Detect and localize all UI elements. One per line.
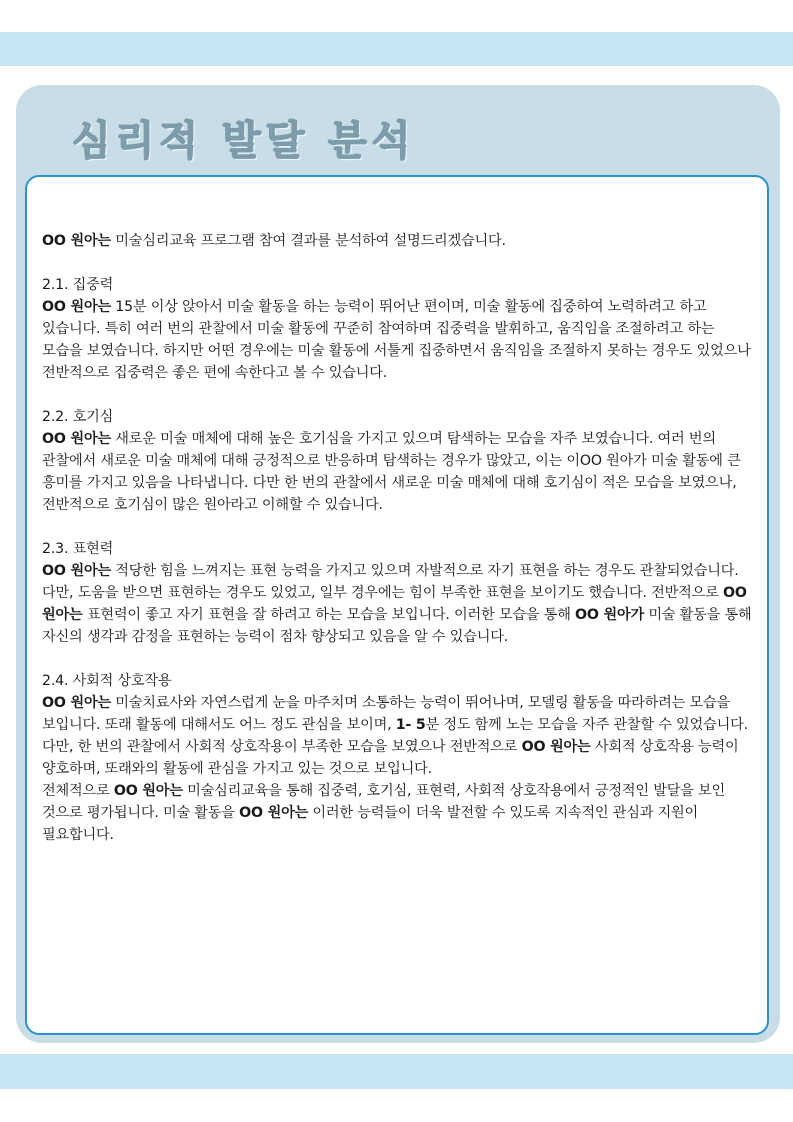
section-paragraph xyxy=(42,560,758,648)
duration-range: 1- 5 xyxy=(395,717,426,733)
section-text: 표현력이 좋고 자기 표현을 잘 하려고 하는 모습을 보입니다. 이러한 모습을 통해 xyxy=(82,607,576,623)
intro-subject: OO 원아는 xyxy=(42,233,111,249)
closing-text: 이러한 능력들이 더욱 발전할 수 있도록 지속적인 관심과 지원이 필요합니다. xyxy=(42,805,699,843)
section-subject-inline: OO 원아가 xyxy=(575,607,645,623)
bottom-decorative-band xyxy=(0,1054,793,1089)
section-subject: OO 원아는 xyxy=(42,431,111,447)
section-paragraph xyxy=(42,428,758,516)
section-text: 미술치료사와 자연스럽게 눈을 마주치며 소통하는 능력이 뛰어나며, 모델링 활동을 따라하려는 모습을 보입니다. 또래 활동에 대해서도 어느 정도 관심을 보이며, xyxy=(42,695,730,733)
section-concentration xyxy=(42,274,758,384)
section-curiosity xyxy=(42,406,758,516)
top-decorative-band xyxy=(0,32,793,66)
closing-text: 전체적으로 xyxy=(42,783,114,799)
section-heading: 2.4. 사회적 상호작용 xyxy=(42,673,172,689)
closing-paragraph xyxy=(42,780,758,846)
section-text: 분 정도 함께 노는 모습을 자주 관찰할 수 있었습니다. 다만, 한 번의 관찰에서 사회적 상호작용이 부족한 모습을 보였으나 전반적으로 xyxy=(42,717,748,755)
section-paragraph xyxy=(42,296,758,384)
intro-paragraph xyxy=(42,230,758,252)
document-body xyxy=(42,230,758,846)
section-heading: 2.2. 호기심 xyxy=(42,409,114,425)
section-subject-inline: OO 원아는 xyxy=(521,739,591,755)
section-subject: OO 원아는 xyxy=(42,299,111,315)
section-text: 미술 활동을 통해 자신의 생각과 감정을 표현하는 능력이 점차 향상되고 있음을 알 수 있습니다. xyxy=(42,607,752,645)
page-title: 심리적 발달 분석 xyxy=(72,118,416,164)
closing-text: 미술심리교육을 통해 집중력, 호기심, 표현력, 사회적 상호작용에서 긍정적인 발달을 보인 것으로 평가됩니다. 미술 활동을 xyxy=(42,783,726,821)
section-subject-inline: OO 원아는 xyxy=(42,585,747,623)
section-subject: OO 원아는 xyxy=(42,563,111,579)
section-text: 적당한 힘을 느껴지는 표현 능력을 가지고 있으며 자발적으로 자기 표현을 하는 경우도 관찰되었습니다. 다만, 도움을 받으면 표현하는 경우도 있었고, 일부 경우에는 힘이 부족한 표현을 보이기도 했습니다. 전반적으로 xyxy=(42,563,739,601)
section-text: 새로운 미술 매체에 대해 높은 호기심을 가지고 있으며 탐색하는 모습을 자주 보였습니다. 여러 번의 관찰에서 새로운 미술 매체에 대해 긍정적으로 반응하며 탐색하는 경우가 많았고, 이는 이OO 원아가 미술 활동에 큰 흥미를 가지고 있음을 나타냅니다. 다만 한 번의 관찰에서 새로운 미술 매체에 대해 호기심이 적은 모습을 보였으나, 전반적으로 호기심이 많은 원아라고 이해할 수 있습니다. xyxy=(42,431,741,513)
intro-text: 미술심리교육 프로그램 참여 결과를 분석하여 설명드리겠습니다. xyxy=(110,233,506,249)
closing-subject: OO 원아는 xyxy=(239,805,309,821)
closing-subject: OO 원아는 xyxy=(113,783,183,799)
section-text: 15분 이상 앉아서 미술 활동을 하는 능력이 뛰어난 편이며, 미술 활동에 집중하여 노력하려고 하고 있습니다. 특히 여러 번의 관찰에서 미술 활동에 꾸준히 참여하며 집중력을 발휘하고, 움직임을 조절하려고 하는 모습을 보였습니다. 하지만 어떤 경우에는 미술 활동에 서툴게 집중하면서 움직임을 조절하지 못하는 경우도 있었으나 전반적으로 집중력은 좋은 편에 속한다고 볼 수 있습니다. xyxy=(42,299,751,381)
section-paragraph xyxy=(42,692,758,780)
section-text: 사회적 상호작용 능력이 양호하며, 또래와의 활동에 관심을 가지고 있는 것으로 보입니다. xyxy=(42,739,739,777)
section-expression xyxy=(42,538,758,648)
section-social-interaction xyxy=(42,670,758,780)
section-heading: 2.1. 집중력 xyxy=(42,277,114,293)
section-heading: 2.3. 표현력 xyxy=(42,541,114,557)
section-subject: OO 원아는 xyxy=(42,695,111,711)
